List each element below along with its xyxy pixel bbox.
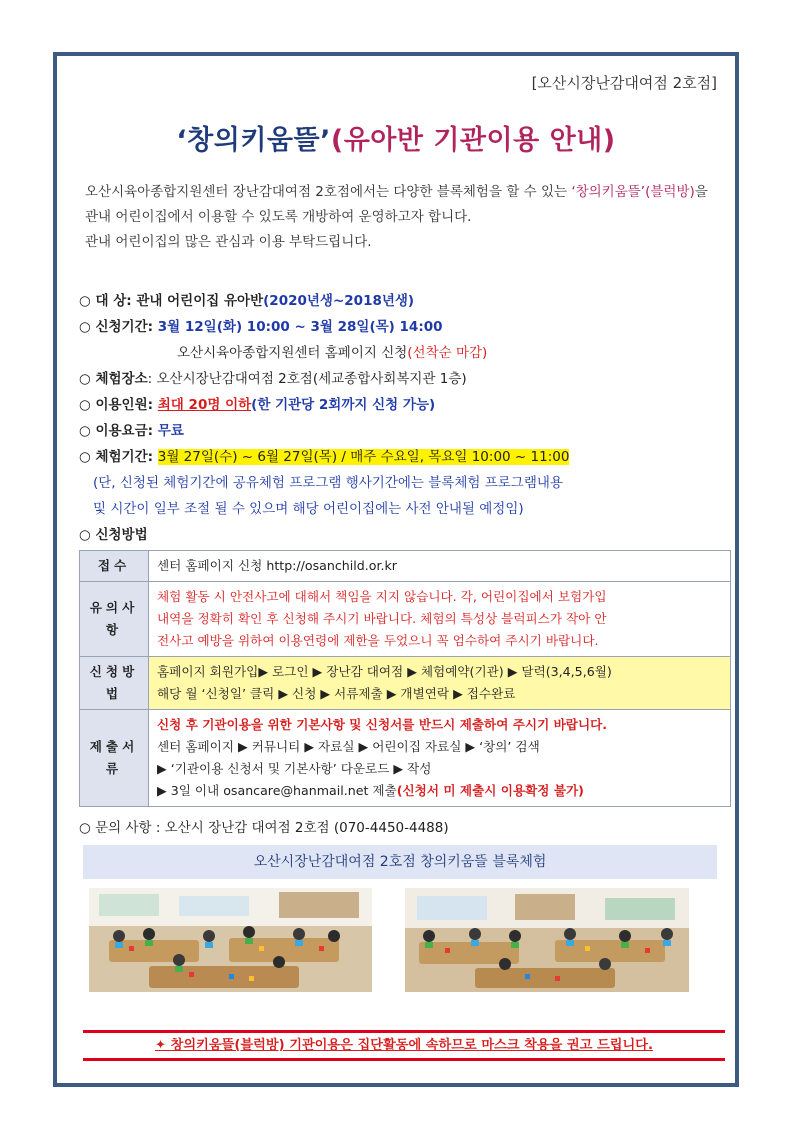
intro-text-c: 을 관내 어린이집에서 이용할 수 있도록 개방하여 운영하고자 합니다. [85,184,708,225]
intro-highlight: ‘창의키움뜰’(블럭방) [571,184,695,200]
people-note: (한 기관당 2회까지 신청 가능) [251,397,436,413]
caution-line: 체험 활동 시 안전사고에 대해서 책임을 지지 않습니다. 각, 어린이집에서 보험가입 [157,589,607,604]
mask-notice: ✦ 창의키움뜰(블럭방) 기관이용은 집단활동에 속하므로 마스크 착용을 권고 드립니다. [155,1038,653,1053]
receipt-text: 센터 홈페이지 신청 http://osanchild.or.kr [157,558,397,573]
detail-period-note [79,340,715,366]
notice-bottom-rule [83,1058,725,1061]
table-row [80,710,731,807]
detail-exp-note1: (단, 신청된 체험기간에 공유체험 프로그램 행사기간에는 블록체험 프로그램내용 [93,475,563,491]
docs-line: 신청 후 기관이용을 위한 기본사항 및 신청서를 반드시 제출하여 주시기 바랍니다. [157,717,608,732]
docs-line: ▶ ‘기관이용 신청서 및 기본사항’ 다운로드 ▶ 작성 [157,761,432,776]
method-line: 홈페이지 회원가입▶ 로그인 ▶ 장난감 대여점 ▶ 체험예약(기관) ▶ 달력(3,4,5,6월) [157,664,612,679]
place-label: ○ 체험장소 [79,371,148,387]
exp-value: 3월 27일(수) ~ 6월 27일(목) / 매주 수요일, 목요일 10:00 ~ 11:00 [157,449,570,465]
row-label: 신청방법 [80,657,149,710]
exp-label: ○ 체험기간 [79,449,148,465]
detail-method [79,522,715,548]
docs-email: ▶ 3일 이내 osancare@hanmail.net 제출 [157,783,397,798]
page-title [57,118,735,157]
detail-fee: ○ 이용요금: 무료 [79,423,184,439]
branch-tag: [오산시장난감대여점 2호점] [531,74,717,92]
fee-value: 무료 [157,423,184,439]
table-row [80,551,731,582]
photo-left [89,888,372,992]
detail-exp-note2: 및 시간이 일부 조절 될 수 있으며 해당 어린이집에는 사전 안내될 예정임) [93,501,524,517]
row-label: 제출서류 [80,710,149,807]
period-label: ○ 신청기간 [79,319,148,335]
target-years: (2020년생~2018년생) [263,293,415,309]
docs-line [157,780,722,802]
row-value [149,551,731,582]
period-note-red: (선착순 마감) [407,345,488,361]
row-value [149,582,731,657]
table-row [80,657,731,710]
intro-text-2: 관내 어린이집의 많은 관심과 이용 부탁드립니다. [85,234,372,250]
caution-line: 내역을 정확히 확인 후 신청해 주시기 바랍니다. 체험의 특성상 블럭피스가 작아 안 [157,611,607,626]
details-list [79,288,715,548]
detail-people: ○ 이용인원: 최대 20명 이하(한 기관당 2회까지 신청 가능) [79,397,436,413]
detail-period: ○ 신청기간: 3월 12일(화) 10:00 ~ 3월 28일(목) 14:00 [79,319,443,335]
table-row [80,582,731,657]
title-main: ‘창의키움뜰’ [176,125,331,156]
detail-exp: ○ 체험기간: 3월 27일(수) ~ 6월 27일(목) / 매주 수요일, 목요일 10:00 ~ 11:00 [79,449,570,465]
people-limit: 최대 20명 이하 [157,397,252,413]
docs-line: 센터 홈페이지 ▶ 커뮤니티 ▶ 자료실 ▶ 어린이집 자료실 ▶ ‘창의’ 검색 [157,739,540,754]
contact-info: ○ 문의 사항 : 오산시 장난감 대여점 2호점 (070-4450-4488) [79,820,449,836]
intro-paragraph [85,180,711,255]
title-sub: (유아반 기관이용 안내) [330,125,616,156]
fee-label: ○ 이용요금 [79,423,148,439]
row-value [149,657,731,710]
photo-banner: 오산시장난감대여점 2호점 창의키움뜰 블록체험 [83,845,717,879]
application-table [79,550,731,807]
detail-place [79,366,715,392]
target-value: : 관내 어린이집 유아반 [126,293,264,309]
target-label: ○ 대 상 [79,293,127,309]
row-value [149,710,731,807]
document-frame [53,52,739,1087]
method-label: ○ 신청방법 [79,527,148,543]
method-line: 해당 월 ‘신청일’ 클릭 ▶ 신청 ▶ 서류제출 ▶ 개별연락 ▶ 접수완료 [157,686,516,701]
intro-text-a: 오산시육아종합지원센터 장난감대여점 2호점에서는 다양한 블록체험을 할 수 있는 [85,184,572,200]
caution-line: 전사고 예방을 위하여 이용연령에 제한을 두었으니 꼭 엄수하여 주시기 바랍니다. [157,633,599,648]
place-value: : 오산시장난감대여점 2호점(세교종합사회복지관 1층) [147,371,467,387]
detail-target [79,288,715,314]
period-value: 3월 12일(화) 10:00 ~ 3월 28일(목) 14:00 [157,319,443,335]
row-label: 접수 [80,551,149,582]
docs-warning: (신청서 미 제출시 이용확정 불가) [396,783,584,798]
notice-top-rule [83,1030,725,1033]
photo-right [405,888,689,992]
people-label: ○ 이용인원 [79,397,148,413]
period-note: 오산시육아종합지원센터 홈페이지 신청 [177,345,408,361]
row-label: 유의사항 [80,582,149,657]
